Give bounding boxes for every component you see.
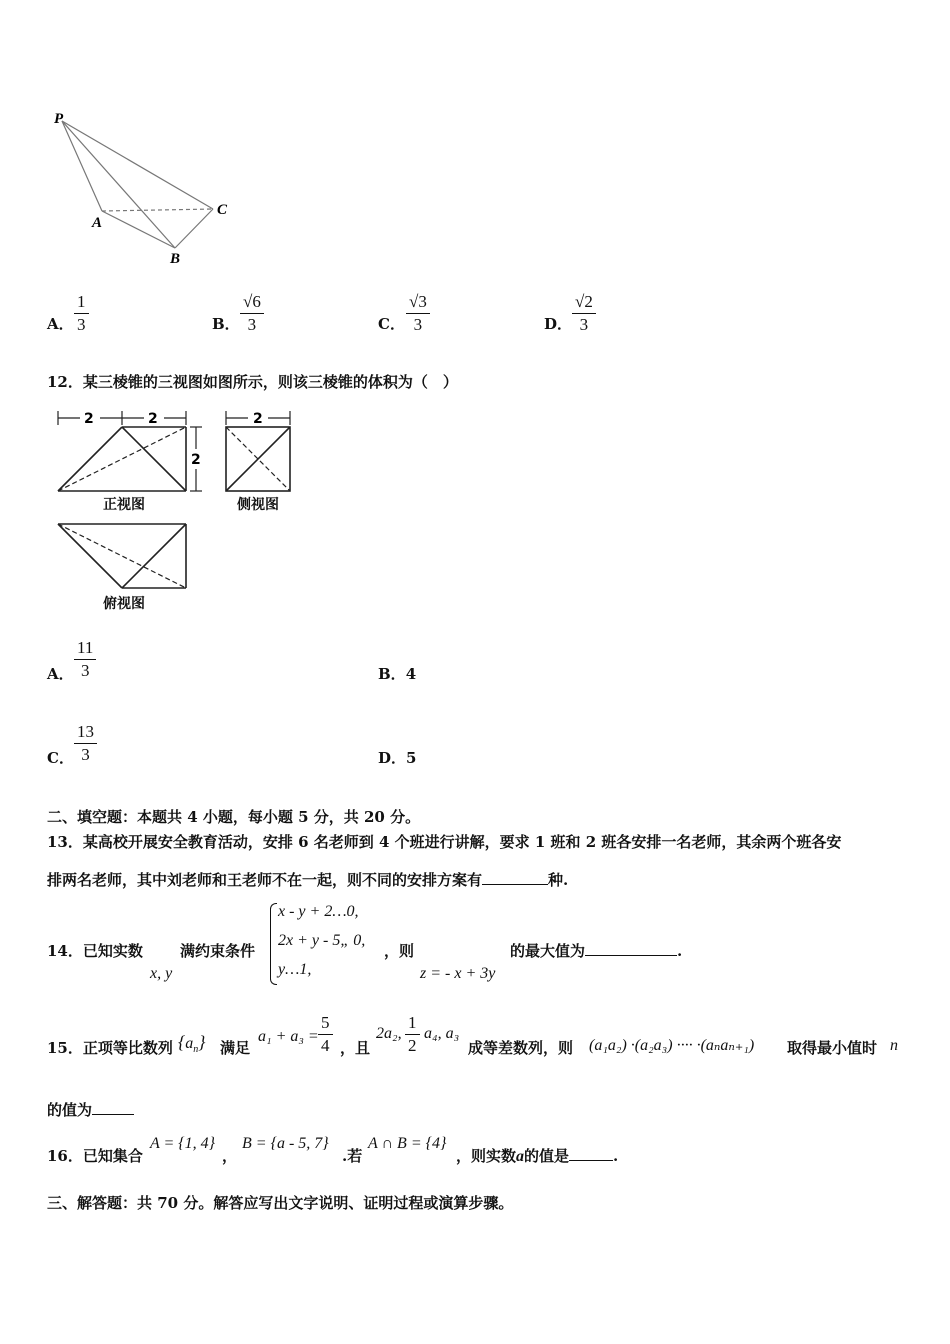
q13-answer-blank[interactable]: [482, 870, 548, 885]
q14-objective: z = - x + 3y: [420, 965, 496, 982]
q16-answer-blank[interactable]: [569, 1146, 613, 1161]
q11-option-d-value: $\frac{√2}{3}$: [572, 291, 596, 336]
q15-half-fraction: $\frac{1}{2}$: [405, 1012, 420, 1057]
vertex-p: P: [54, 111, 64, 127]
q15-arith-label: 成等差数列，则: [468, 1039, 574, 1057]
q12-option-b: B．4: [378, 665, 417, 683]
top-view-label: 俯视图: [103, 596, 145, 612]
q14-constraint-3: y…1,: [278, 961, 312, 978]
q12-stem: 12．某三棱锥的三视图如图所示，则该三棱锥的体积为（ ）: [47, 373, 458, 391]
vertex-c: C: [217, 202, 228, 218]
q12-option-a-value: $\frac{11}{3}$: [74, 637, 96, 682]
q15-satisfies: 满足: [220, 1039, 251, 1057]
edge-ab: [102, 211, 175, 248]
q11-option-a-letter: A．: [47, 315, 74, 333]
side-view-dim: 2: [253, 411, 263, 427]
q11-option-b-value: $\frac{√6}{3}$: [240, 291, 264, 336]
q16-real-label: ，则实数a的值是 .: [456, 1147, 619, 1165]
q14-constraint-2: 2x + y - 5„ 0,: [278, 932, 366, 949]
top-view-figure: [50, 516, 195, 596]
q14-then: ，则: [384, 942, 415, 960]
edge-ac: [102, 209, 213, 211]
side-view-label: 侧视图: [237, 497, 279, 513]
section-3-heading: 三、解答题：共 70 分。解答应写出文字说明、证明过程或演算步骤。: [47, 1194, 514, 1212]
q12-option-c-letter: C．: [47, 749, 74, 767]
q15-intro: 15．正项等比数列: [47, 1039, 173, 1057]
q11-option-c-letter: C．: [378, 315, 405, 333]
q14-answer-blank[interactable]: [585, 941, 677, 956]
q14-vars: x, y: [150, 965, 173, 982]
q14-constraint-1: x - y + 2…0,: [278, 903, 359, 920]
q15-min-label: 取得最小值时: [787, 1039, 878, 1057]
q16-set-a: A = {1, 4}: [150, 1135, 216, 1152]
q11-option-a-value: $\frac{1}{3}$: [74, 291, 89, 336]
q11-option-c-value: $\frac{√3}{3}$: [406, 291, 430, 336]
side-view-figure: [218, 405, 298, 500]
q14-brace: [270, 903, 277, 985]
q12-option-c-value: $\frac{13}{3}$: [74, 721, 97, 766]
pyramid-figure: [40, 105, 260, 270]
q15-arith-2: a₄, a₃: [424, 1025, 460, 1042]
q16-intersection: A ∩ B = {4}: [368, 1135, 447, 1152]
front-view-label: 正视图: [103, 497, 145, 513]
q13-line2: 排两名老师，其中刘老师和王老师不在一起，则不同的安排方案有 种.: [47, 871, 569, 889]
q12-option-a-letter: A．: [47, 665, 74, 683]
q16-set-b: B = {a - 5, 7}: [242, 1135, 329, 1152]
q16-comma: ，: [222, 1147, 238, 1165]
q16-if: .若: [342, 1147, 363, 1165]
q15-answer-blank[interactable]: [92, 1100, 134, 1115]
q15-product: (a₁a₂) ·(a₂a₃) ···· ·(aₙaₙ₊₁): [589, 1037, 755, 1054]
q14-max-label: 的最大值为 .: [510, 942, 683, 960]
q15-line2: 的值为: [47, 1099, 134, 1120]
edge-pa: [62, 121, 102, 211]
edge-pb: [62, 121, 175, 248]
section-2-heading: 二、填空题：本题共 4 小题，每小题 5 分，共 20 分。: [47, 808, 421, 826]
front-view-dim-height: 2: [191, 452, 201, 468]
q11-option-b-letter: B．: [212, 315, 240, 333]
front-view-dim-right: 2: [148, 411, 158, 427]
q14-constraint-label: 满约束条件: [180, 942, 256, 960]
q15-sequence: $\{a_n\}$: [178, 1032, 206, 1056]
front-view-dim-left: 2: [84, 411, 94, 427]
edge-bc: [175, 209, 213, 248]
vertex-b: B: [170, 251, 181, 267]
q15-condition-fraction: $\frac{5}{4}$: [318, 1012, 333, 1057]
q15-arith-1: 2a₂,: [376, 1025, 402, 1042]
vertex-a: A: [92, 215, 103, 231]
q14-intro: 14．已知实数: [47, 942, 143, 960]
q15-and: ，且: [340, 1039, 371, 1057]
q15-n-var: n: [890, 1037, 898, 1054]
q11-option-d-letter: D．: [544, 315, 573, 333]
q13-line1: 13．某高校开展安全教育活动，安排 6 名老师到 4 个班进行讲解，要求 1 班和 2 班各安排一名老师，其余两个班各安: [47, 833, 842, 851]
edge-pc: [62, 121, 213, 209]
q16-intro: 16．已知集合: [47, 1147, 143, 1165]
q15-condition: a₁ + a₃ =: [258, 1028, 319, 1045]
q12-option-d: D．5: [378, 749, 417, 767]
